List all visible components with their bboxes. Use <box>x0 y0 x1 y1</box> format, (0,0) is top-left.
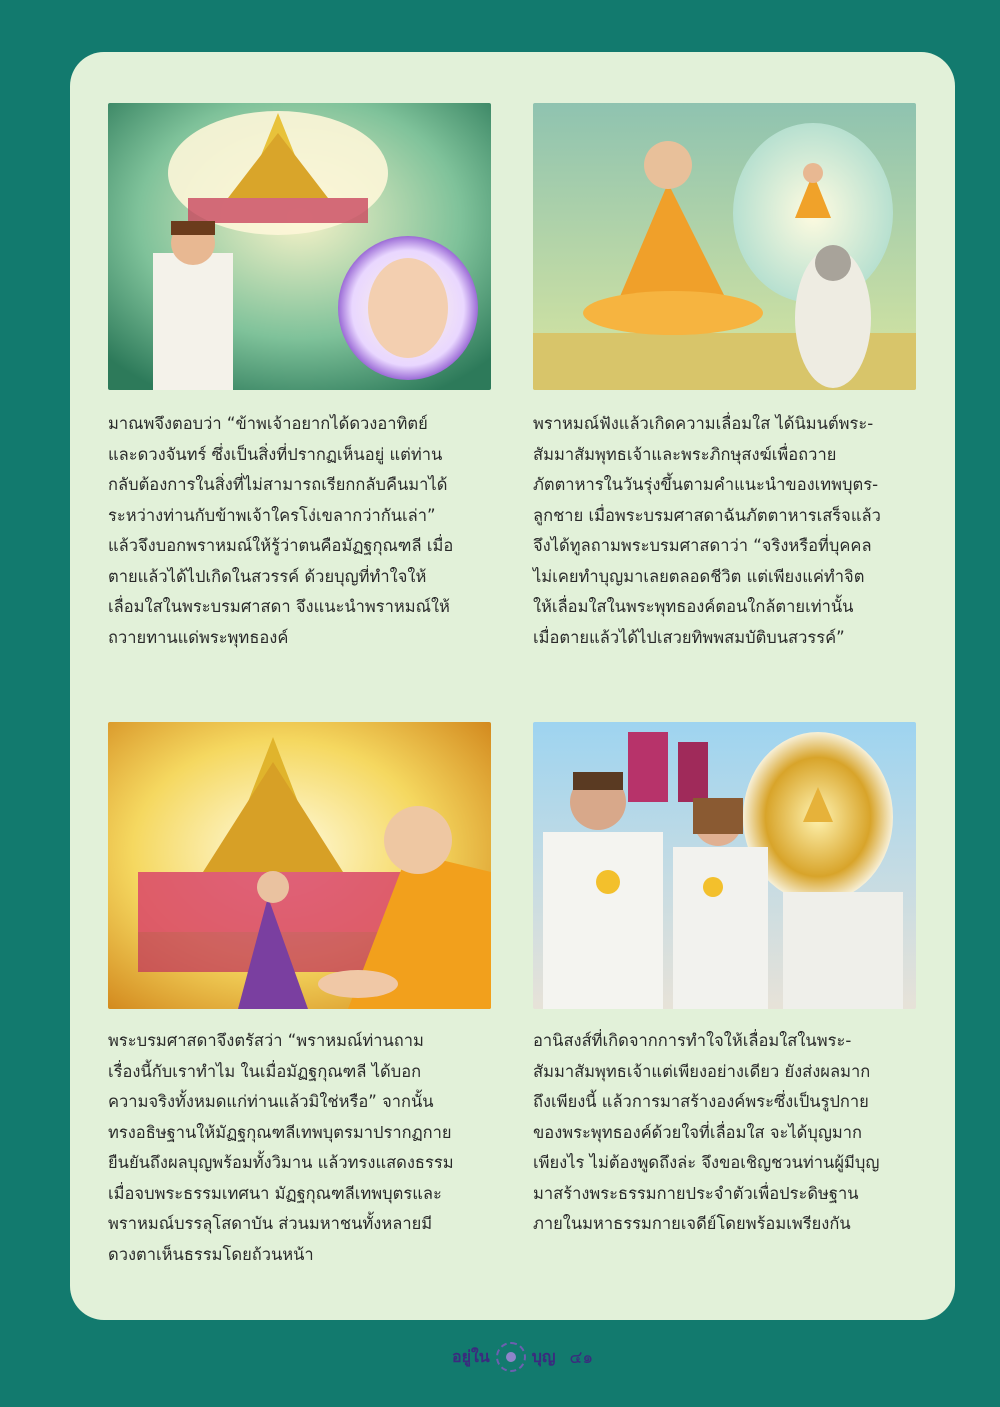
text-line: ถึงเพียงนี้ แล้วการมาสร้างองค์พระซึ่งเป็นรูปกาย <box>533 1092 869 1111</box>
text-line: พราหมณ์ฟังแล้วเกิดความเลื่อมใส ได้นิมนต์พระ- <box>533 414 874 433</box>
paragraph-4 <box>533 1026 916 1240</box>
text-line: เมื่อตายแล้วได้ไปเสวยทิพพสมบัติบนสวรรค์” <box>533 627 845 647</box>
text-line: ความจริงทั้งหมดแก่ท่านแล้วมิใช่หรือ” จากนั้น <box>108 1092 434 1111</box>
text-line: ภายในมหาธรรมกายเจดีย์โดยพร้อมเพรียงกัน <box>533 1214 851 1233</box>
paragraph-2 <box>533 409 916 653</box>
text-line: และดวงจันทร์ ซึ่งเป็นสิ่งที่ปรากฏเห็นอยู่ แต่ท่าน <box>108 444 443 464</box>
text-line: เพียงไร ไม่ต้องพูดถึงล่ะ จึงขอเชิญชวนท่านผู้มีบุญ <box>533 1153 880 1172</box>
paragraph-3 <box>108 1026 491 1270</box>
paragraph-1 <box>108 409 491 653</box>
logo-text-right: บุญ <box>531 1346 556 1366</box>
illustration-people-paying-homage <box>533 722 916 1009</box>
text-line: พระบรมศาสดาจึงตรัสว่า “พราหมณ์ท่านถาม <box>108 1031 424 1050</box>
page-number: ๔๑ <box>569 1347 594 1368</box>
text-line: ตายแล้วได้ไปเกิดในสวรรค์ ด้วยบุญที่ทำใจให้ <box>108 566 427 586</box>
text-line: ยืนยันถึงผลบุญพร้อมทั้งวิมาน แล้วทรงแสดงธรรม <box>108 1153 454 1172</box>
logo-icon <box>496 1342 526 1372</box>
text-line: ไม่เคยทำบุญมาเลยตลอดชีวิต แต่เพียงแค่ทำจิต <box>533 566 865 586</box>
text-line: สัมมาสัมพุทธเจ้าแต่เพียงอย่างเดียว ยังส่งผลมาก <box>533 1061 871 1081</box>
text-line: เรื่องนี้กับเราทำไม ในเมื่อมัฏฐกุณฑลี ได้บอก <box>108 1061 422 1081</box>
illustration-buddha-and-celestial-palace <box>108 722 491 1009</box>
text-line: จึงได้ทูลถามพระบรมศาสดาว่า “จริงหรือที่บุคคล <box>533 536 872 555</box>
text-line: กลับต้องการในสิ่งที่ไม่สามารถเรียกกลับคืนมาได้ <box>108 475 448 494</box>
text-line: ดวงตาเห็นธรรมโดยถ้วนหน้า <box>108 1244 314 1264</box>
text-line: ภัตตาหารในวันรุ่งขึ้นตามคำแนะนำของเทพบุตร- <box>533 475 879 494</box>
text-line: พราหมณ์บรรลุโสดาบัน ส่วนมหาชนทั้งหลายมี <box>108 1214 433 1233</box>
text-line: ของพระพุทธองค์ด้วยใจที่เลื่อมใส จะได้บุญมาก <box>533 1122 863 1142</box>
illustration-seated-buddha <box>533 103 916 390</box>
text-line: แล้วจึงบอกพราหมณ์ให้รู้ว่าตนคือมัฏฐกุณฑลี เมื่อ <box>108 536 454 555</box>
text-line: ระหว่างท่านกับข้าพเจ้าใครโง่เขลากว่ากันเล่า” <box>108 505 436 525</box>
text-line: ถวายทานแด่พระพุทธองค์ <box>108 627 289 647</box>
text-line: มาสร้างพระธรรมกายประจำตัวเพื่อประดิษฐาน <box>533 1183 859 1203</box>
text-line: เลื่อมใสในพระบรมศาสดา จึงแนะนำพราหมณ์ให้ <box>108 597 450 616</box>
text-line: สัมมาสัมพุทธเจ้าและพระภิกษุสงฆ์เพื่อถวาย <box>533 444 837 464</box>
text-line: มาณพจึงตอบว่า “ข้าพเจ้าอยากได้ดวงอาทิตย์ <box>108 414 428 433</box>
text-line: เมื่อจบพระธรรมเทศนา มัฏฐกุณฑลีเทพบุตรและ <box>108 1183 442 1203</box>
logo-text-left: อยู่ใน <box>452 1346 490 1366</box>
text-line: ลูกชาย เมื่อพระบรมศาสดาฉันภัตตาหารเสร็จแล้ว <box>533 505 881 525</box>
page-footer <box>452 1340 593 1374</box>
text-line: ทรงอธิษฐานให้มัฏฐกุณฑลีเทพบุตรมาปรากฏกาย <box>108 1122 452 1142</box>
illustration-young-man-and-deva <box>108 103 491 390</box>
text-line: อานิสงส์ที่เกิดจากการทำใจให้เลื่อมใสในพระ- <box>533 1031 852 1050</box>
text-line: ให้เลื่อมใสในพระพุทธองค์ตอนใกล้ตายเท่านั้น <box>533 597 854 616</box>
